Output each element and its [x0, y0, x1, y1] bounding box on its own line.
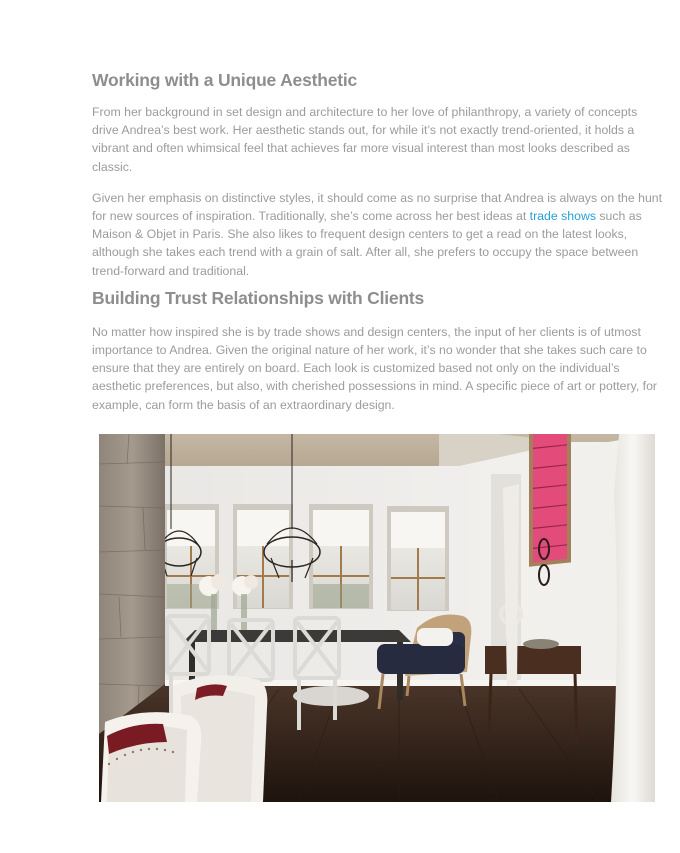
- framed-artwork: [529, 434, 571, 585]
- paragraph-clients: No matter how inspired she is by trade shows and design centers, the input of her clients is of utmost importance to Andrea. Given the original nature of her work, it’s no wonder that she takes such care to ensure that they are entirely on board. Each look is customized based not only on the individual’s aesthetic preferences, but also, with cherished possessions in mind. A specific piece of art or pottery, for example, can form the basis of an extraordinary design.: [92, 324, 658, 412]
- dining-room-illustration: [99, 434, 655, 802]
- dining-room-photo: [99, 434, 655, 802]
- paragraph-inspiration-text-start: Given her emphasis on distinctive styles, it should come as no surprise that Andrea is always on the hunt for new sources of inspiration. Traditionally, she’s come across her best ideas at: [92, 190, 663, 224]
- paragraph-aesthetic: From her background in set design and architecture to her love of philanthropy, a variety of concepts drive Andrea’s best work. Her aesthetic stands out, for while it’s not exactly trend-oriented, it holds a vibrant and often whimsical feel that achieves far more visual interest than most looks described as classic.: [92, 105, 638, 174]
- trade-shows-link[interactable]: trade shows: [529, 209, 596, 224]
- paragraph-inspiration-text-end: such as Maison & Objet in Paris. She also likes to frequent design centers to get a read on the latest looks, although she takes each trend with a grain of salt. After all, she prefers to occupy the space between trend-forward and traditional.: [92, 209, 642, 278]
- section-heading-trust-relationships: Building Trust Relationships with Clients: [92, 287, 425, 308]
- section-heading-unique-aesthetic: Working with a Unique Aesthetic: [92, 70, 358, 90]
- paragraph-inspiration: [92, 189, 667, 280]
- curtain: [611, 434, 655, 802]
- article-body: [92, 66, 667, 414]
